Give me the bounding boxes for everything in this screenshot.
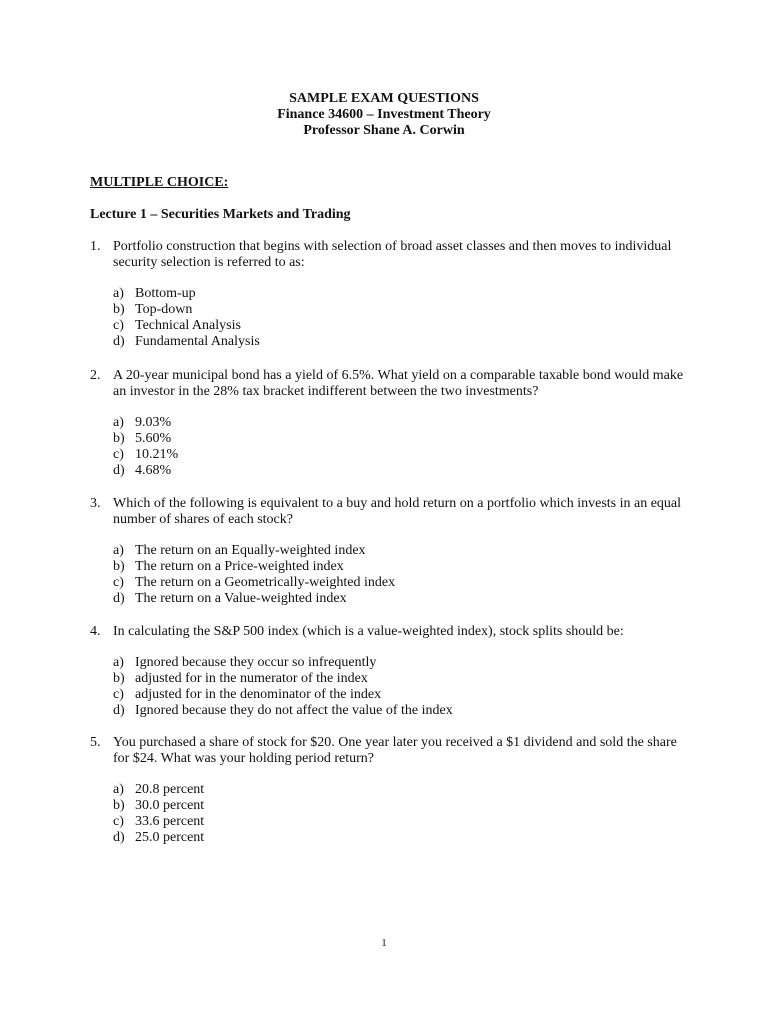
answer-option [113,703,690,719]
option-letter: d) [113,591,125,606]
section-title: MULTIPLE CHOICE: [90,175,229,190]
page-number: 1 [381,937,387,949]
option-text: The return on a Geometrically-weighted index [135,575,396,590]
answer-option [113,286,690,302]
option-letter: b) [113,798,125,813]
option-letter: b) [113,302,125,317]
answer-option [113,447,690,463]
answer-options [113,655,690,719]
option-text: Technical Analysis [135,318,241,333]
option-text: 25.0 percent [135,830,205,845]
question-text: A 20-year municipal bond has a yield of 6.5%. What yield on a comparable taxable bond would make an investor in the 28% tax bracket indifferent between the two investments? [113,368,684,399]
question-number: 2. [90,368,101,383]
option-text: adjusted for in the numerator of the index [135,671,368,686]
option-letter: c) [113,814,124,829]
option-letter: a) [113,543,124,558]
answer-option [113,415,690,431]
option-letter: d) [113,830,125,845]
answer-option [113,798,690,814]
option-text: The return on a Value-weighted index [135,591,347,606]
answer-option [113,431,690,447]
answer-option [113,671,690,687]
header-course: Finance 34600 – Investment Theory [277,107,491,122]
option-letter: a) [113,286,124,301]
option-text: The return on a Price-weighted index [135,559,344,574]
question-number: 1. [90,239,101,254]
question-1 [90,239,690,350]
question-2 [90,368,690,479]
answer-option [113,318,690,334]
option-text: 5.60% [135,431,172,446]
answer-option [113,814,690,830]
question-text: You purchased a share of stock for $20. One year later you received a $1 dividend and sold the share for $24. What was your holding period return? [113,735,677,766]
option-letter: b) [113,431,125,446]
question-text: In calculating the S&P 500 index (which is a value-weighted index), stock splits should be: [113,624,624,639]
header-title: SAMPLE EXAM QUESTIONS [289,91,479,106]
question-number: 3. [90,496,101,511]
option-letter: b) [113,671,125,686]
question-text: Which of the following is equivalent to a buy and hold return on a portfolio which invests in an equal number of shares of each stock? [113,496,682,527]
option-letter: a) [113,782,124,797]
option-letter: c) [113,575,124,590]
option-letter: c) [113,447,124,462]
option-letter: a) [113,415,124,430]
option-letter: c) [113,318,124,333]
answer-option [113,782,690,798]
answer-option [113,687,690,703]
option-letter: a) [113,655,124,670]
answer-options [113,782,690,846]
lecture-title: Lecture 1 – Securities Markets and Trading [90,207,351,222]
header-professor: Professor Shane A. Corwin [303,123,465,138]
option-text: 30.0 percent [135,798,205,813]
option-text: 20.8 percent [135,782,205,797]
answer-option [113,655,690,671]
option-text: adjusted for in the denominator of the index [135,687,382,702]
option-text: 9.03% [135,415,172,430]
answer-options [113,286,690,350]
question-5 [90,735,690,846]
option-text: Bottom-up [135,286,196,301]
option-text: 10.21% [135,447,179,462]
answer-options [113,415,690,479]
question-3 [90,496,690,607]
answer-option [113,591,690,607]
answer-option [113,575,690,591]
option-letter: c) [113,687,124,702]
document-header [0,91,768,139]
question-number: 4. [90,624,101,639]
option-text: 4.68% [135,463,172,478]
option-text: Fundamental Analysis [135,334,260,349]
question-number: 5. [90,735,101,750]
option-text: Ignored because they occur so infrequently [135,655,377,670]
answer-options [113,543,690,607]
question-text: Portfolio construction that begins with selection of broad asset classes and then moves to individual security selection is referred to as: [113,239,672,270]
option-text: Top-down [135,302,193,317]
answer-option [113,334,690,350]
option-letter: d) [113,703,125,718]
option-text: The return on an Equally-weighted index [135,543,366,558]
answer-option [113,543,690,559]
option-letter: b) [113,559,125,574]
answer-option [113,463,690,479]
answer-option [113,559,690,575]
answer-option [113,830,690,846]
option-letter: d) [113,334,125,349]
question-4 [90,624,690,719]
option-text: 33.6 percent [135,814,205,829]
option-text: Ignored because they do not affect the value of the index [135,703,453,718]
option-letter: d) [113,463,125,478]
answer-option [113,302,690,318]
